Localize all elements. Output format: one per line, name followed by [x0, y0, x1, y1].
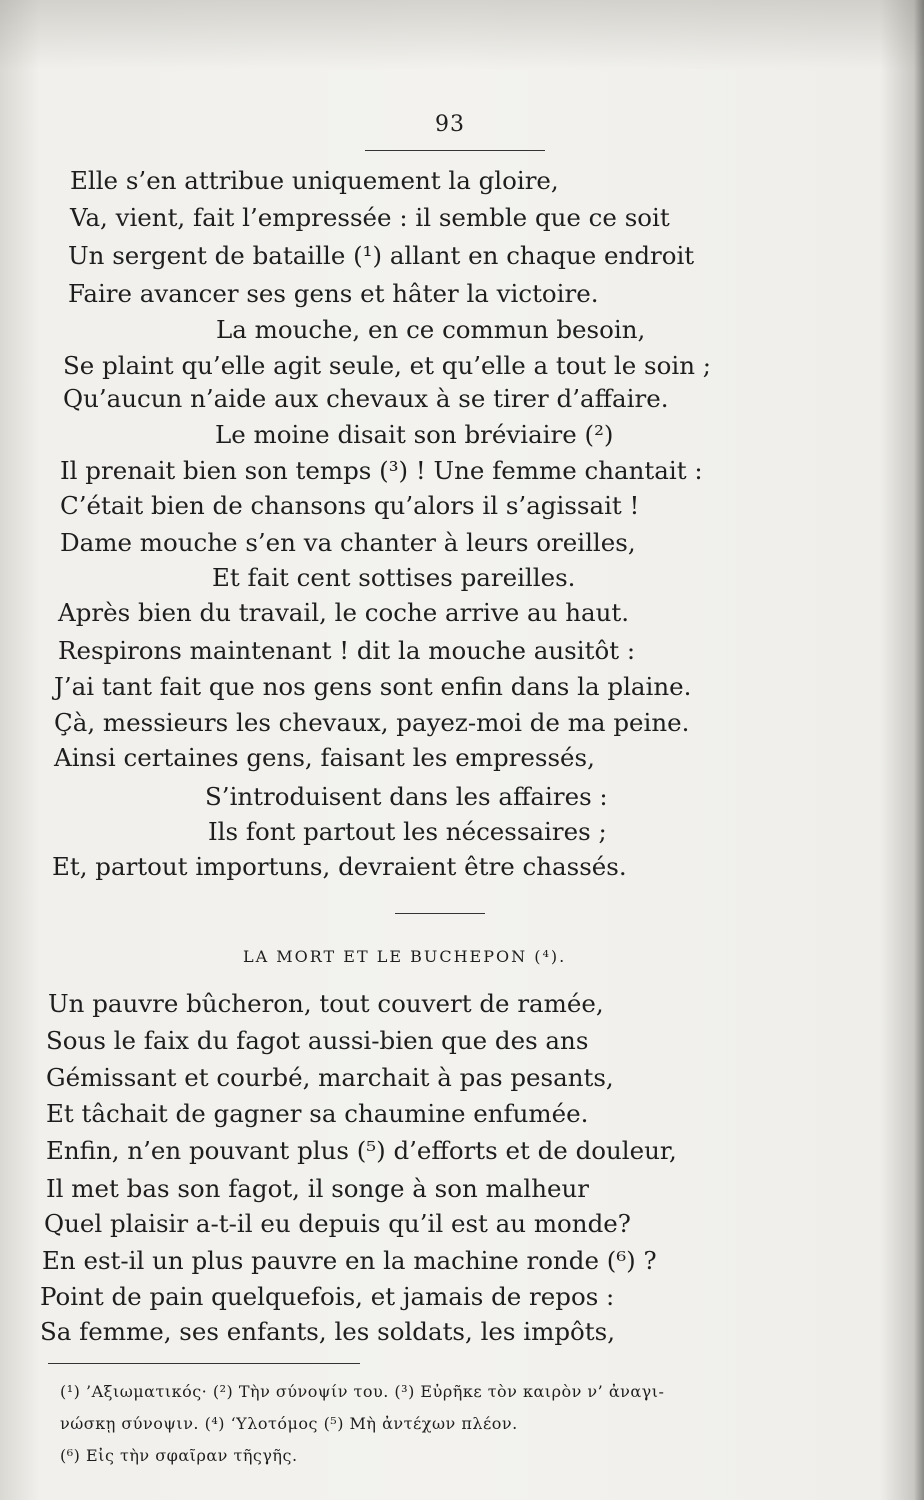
- verse-line: Le moine disait son bréviaire (²): [215, 420, 614, 449]
- verse-line: Un pauvre bûcheron, tout couvert de ramée,: [48, 989, 604, 1018]
- footnote-line: (⁶) Εἰς τὴν σφαῖραν τῆςγῆς.: [60, 1446, 298, 1465]
- verse-line: Un sergent de bataille (¹) allant en chaque endroit: [68, 241, 695, 270]
- page-edge-shadow: [914, 0, 924, 1500]
- verse-line: En est-il un plus pauvre en la machine ronde (⁶) ?: [42, 1246, 657, 1275]
- section-rule: [395, 913, 485, 914]
- header-rule: [365, 150, 545, 151]
- verse-line: Enfin, n’en pouvant plus (⁵) d’efforts et de douleur,: [46, 1136, 677, 1165]
- verse-line: Il met bas son fagot, il songe à son malheur: [46, 1174, 589, 1203]
- verse-line: Il prenait bien son temps (³) ! Une femme chantait :: [60, 456, 703, 485]
- verse-line: Sous le faix du fagot aussi-bien que des ans: [46, 1026, 589, 1055]
- verse-line: Elle s’en attribue uniquement la gloire,: [70, 166, 559, 195]
- verse-line: J’ai tant fait que nos gens sont enfin dans la plaine.: [54, 672, 692, 701]
- verse-line: C’était bien de chansons qu’alors il s’agissait !: [60, 491, 640, 520]
- fable-title: LA MORT ET LE BUCHEPON (⁴).: [243, 947, 567, 966]
- verse-line: Et, partout importuns, devraient être chassés.: [52, 852, 627, 881]
- verse-line: Et tâchait de gagner sa chaumine enfumée.: [46, 1099, 589, 1128]
- verse-line: Gémissant et courbé, marchait à pas pesants,: [46, 1063, 614, 1092]
- verse-line: Point de pain quelquefois, et jamais de repos :: [40, 1282, 615, 1311]
- verse-line: Ils font partout les nécessaires ;: [208, 817, 607, 846]
- verse-line: Ainsi certaines gens, faisant les empressés,: [54, 743, 595, 772]
- verse-line: Quel plaisir a-t-il eu depuis qu’il est au monde?: [44, 1209, 631, 1238]
- verse-line: La mouche, en ce commun besoin,: [216, 315, 646, 344]
- verse-line: Va, vient, fait l’empressée : il semble que ce soit: [70, 203, 670, 232]
- verse-line: Sa femme, ses enfants, les soldats, les impôts,: [40, 1317, 615, 1346]
- footnote-line: (¹) ’Αξιωματικός· (²) Τὴν σύνοψίν του. (³) Εὐρῆκε τὸν καιρὸν ν’ ἀναγι-: [60, 1382, 665, 1401]
- verse-line: Faire avancer ses gens et hâter la victoire.: [68, 279, 599, 308]
- verse-line: Après bien du travail, le coche arrive au haut.: [58, 598, 629, 627]
- verse-line: Qu’aucun n’aide aux chevaux à se tirer d’affaire.: [63, 384, 669, 413]
- footnote-line: νώσκῃ σύνοψιν. (⁴) ‘Υλοτόμος (⁵) Μὴ ἀντέχων πλέον.: [60, 1414, 518, 1433]
- verse-line: Çà, messieurs les chevaux, payez-moi de ma peine.: [54, 708, 690, 737]
- verse-line: Se plaint qu’elle agit seule, et qu’elle a tout le soin ;: [63, 351, 712, 380]
- verse-line: S’introduisent dans les affaires :: [205, 782, 608, 811]
- verse-line: Respirons maintenant ! dit la mouche ausitôt :: [58, 636, 636, 665]
- page-number: 93: [435, 112, 465, 137]
- verse-line: Et fait cent sottises pareilles.: [212, 563, 576, 592]
- verse-line: Dame mouche s’en va chanter à leurs oreilles,: [60, 528, 636, 557]
- footnote-rule: [48, 1363, 360, 1364]
- page-stain: [0, 0, 924, 70]
